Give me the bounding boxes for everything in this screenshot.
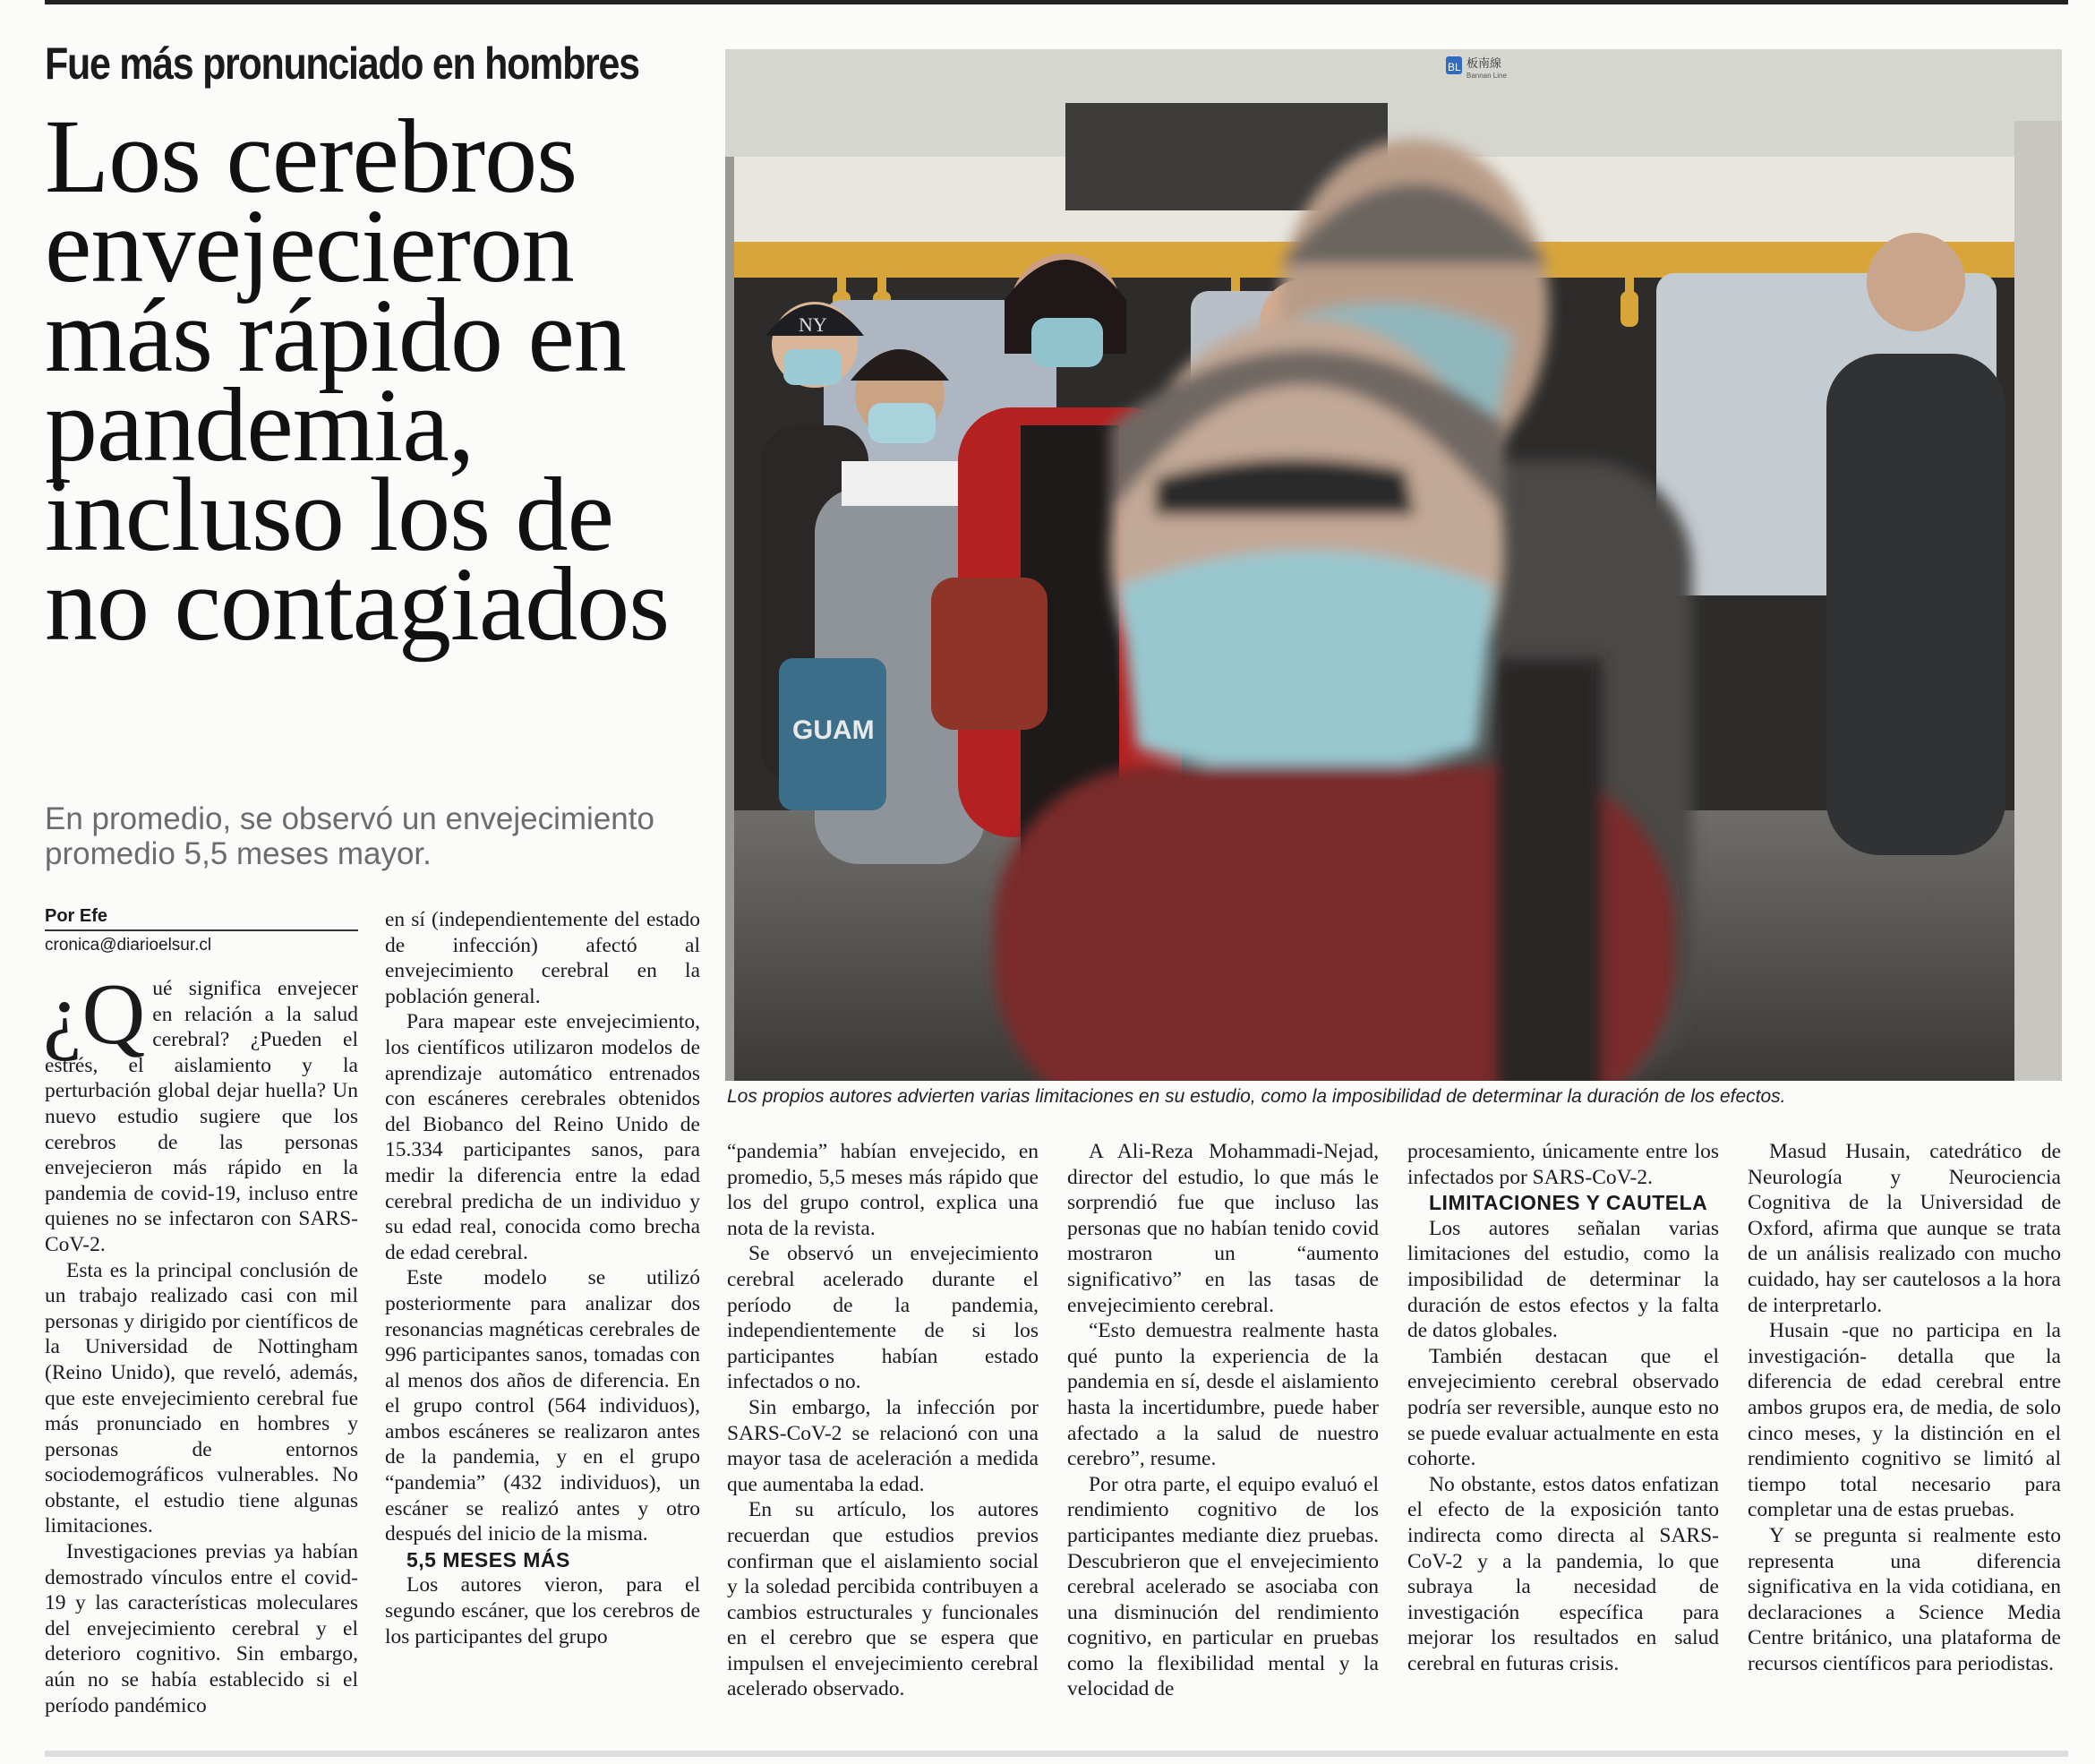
line-sign-code: BL: [1448, 61, 1461, 73]
kicker: Fue más pronunciado en hombres: [45, 39, 639, 89]
paragraph: Sin embargo, la infección por SARS-CoV-2 se relacionó con una mayor tasa de aceleración a medida que aumentaba la edad.: [727, 1395, 1039, 1496]
paragraph: Por otra parte, el equipo evaluó el rendimiento cognitivo de los participantes mediante diez pruebas. Descubrieron que el envejecimiento cerebral acelerado se asociaba con una disminución del rendimiento cognitivo, en particular en pruebas como la flexibilidad mental y la velocidad de: [1067, 1472, 1379, 1701]
paragraph: Se observó un envejecimiento cerebral acelerado durante el período de la pandemia, independientemente de si los participantes habían estado infectados o no.: [727, 1242, 1039, 1394]
cap-logo: NY: [799, 313, 827, 336]
byline-author: Por Efe: [45, 906, 358, 931]
article-column-6: [1748, 1139, 2061, 1676]
paragraph: Los autores señalan varias limitaciones del estudio, como la imposibilidad de determinar la duración de estos efectos y la falta de datos globales.: [1407, 1216, 1719, 1343]
paragraph: Husain -que no participa en la investigación- detalla que la diferencia de edad cerebral entre ambos grupos era, de media, de solo cinco meses, y la distinción en el rendimiento cognitivo se limitó al tiempo total necesario para completar una de estas pruebas.: [1748, 1319, 2061, 1522]
photo-illustration: [725, 49, 2062, 1081]
section-heading: 5,5 MESES MÁS: [406, 1547, 570, 1571]
line-sign-name-en: Bannan Line: [1466, 72, 1507, 80]
paragraph: Este modelo se utilizó posteriormente para analizar dos resonancias magnéticas cerebrales de 996 participantes sanos, tomadas con al menos dos años de diferencia. En el grupo control (564 individuos), ambos escáneres se realizaron antes de la pandemia, y en el grupo “pandemia” (432 individuos), un escáner se realizó antes y otro después del inicio de la misma.: [385, 1266, 700, 1546]
paragraph: Para mapear este envejecimiento, los científicos utilizaron modelos de aprendizaje automático entrenados con escáneres cerebrales obtenidos del Biobanco del Reino Unido de 15.334 participantes sanos, para medir la diferencia entre la edad cerebral predicha de un individuo y su edad real, conocida como brecha de edad cerebral.: [385, 1010, 700, 1264]
drop-cap: ¿Q: [43, 966, 146, 1063]
article-column-3: [727, 1139, 1039, 1702]
paragraph: “pandemia” habían envejecido, en promedio, 5,5 meses más rápido que los del grupo control, explica una nota de la revista.: [727, 1140, 1039, 1240]
top-rule: [45, 0, 2068, 4]
paragraph: Esta es la principal conclusión de un trabajo realizado casi con mil personas y dirigido por científicos de la Universidad de Nottingham (Reino Unido), que reveló, además, que este envejecimiento cerebral fue más pronunciado en hombres y personas de entornos sociodemográficos vulnerables. No obstante, el estudio tiene algunas limitaciones.: [45, 1258, 358, 1538]
bag-text: GUAM: [792, 715, 875, 745]
byline: [45, 906, 358, 955]
paragraph: En su artículo, los autores recuerdan que estudios previos confirman que el aislamiento social y la soledad percibida contribuyen a cambios estructurales y funcionales en el cerebro que se espera que impulsen el envejecimiento cerebral acelerado observado.: [727, 1498, 1039, 1701]
bottom-rule: [45, 1751, 2068, 1757]
lead-paragraph: ¿Q ué significa envejecer en relación a la salud cerebral? ¿Pueden el estrés, el aislamiento y la perturbación global dejar huella? Un nuevo estudio sugiere que los cerebros de las personas envejecieron más rápido en la pandemia de covid-19, incluso entre quienes no se infectaron con SARS-CoV-2.: [43, 966, 358, 1256]
paragraph: Investigaciones previas ya habían demostrado vínculos entre el covid-19 y las características moleculares del envejecimiento cerebral y el deterioro cognitivo. Sin embargo, aún no se había establecido si el período pandémico: [45, 1540, 358, 1717]
paragraph: Masud Husain, catedrático de Neurología y Neurociencia Cognitiva de la Universidad de Oxford, afirma que aunque se trata de un análisis realizado con mucho cuidado, hay ser cautelosos a la hora de interpretarlo.: [1748, 1140, 2061, 1317]
headline: Los cerebros envejecieron más rápido en pandemia, incluso los de no contagiados: [45, 98, 670, 663]
paragraph: También destacan que el envejecimiento cerebral observado podría ser reversible, aunque esto no se puede evaluar actualmente en esta cohorte.: [1407, 1344, 1719, 1471]
article-column-4: [1067, 1139, 1379, 1702]
article-column-5: [1407, 1139, 1719, 1676]
photo-caption: Los propios autores advierten varias limitaciones en su estudio, como la imposibilidad de determinar la duración de los efectos.: [727, 1086, 1786, 1107]
paragraph: Y se pregunta si realmente esto representa una diferencia significativa en la vida cotidiana, en declaraciones a Science Media Centre británico, una plataforma de recursos científicos para periodistas.: [1748, 1523, 2061, 1675]
paragraph: procesamiento, únicamente entre los infectados por SARS-CoV-2.: [1407, 1140, 1719, 1189]
section-heading: LIMITACIONES Y CAUTELA: [1429, 1191, 1708, 1215]
line-sign-name: 板南線: [1466, 57, 1502, 71]
paragraph: No obstante, estos datos enfatizan el efecto de la exposición tanto indirecta como directa al SARS-CoV-2 y a la pandemia, lo que subraya la necesidad de investigación específica para mejorar los resultados en salud cerebral en futuras crisis.: [1407, 1472, 1719, 1675]
article-column-2: [385, 907, 700, 1649]
byline-email: cronica@diarioelsur.cl: [45, 936, 212, 955]
paragraph: en sí (independientemente del estado de infección) afectó al envejecimiento cerebral en la población general.: [385, 908, 700, 1008]
paragraph: Los autores vieron, para el segundo escáner, que los cerebros de los participantes del grupo: [385, 1573, 700, 1648]
article-column-1: [43, 966, 358, 1718]
paragraph: “Esto demuestra realmente hasta qué punto la experiencia de la pandemia en sí, desde el aislamiento hasta la incertidumbre, puede haber afectado a la salud de nuestro cerebro”, resume.: [1067, 1319, 1379, 1471]
paragraph: A Ali-Reza Mohammadi-Nejad, director del estudio, lo que más le sorprendió fue que incluso las personas que no habían tenido covid mostraron un “aumento significativo” en las tasas de envejecimiento cerebral.: [1067, 1140, 1379, 1317]
news-photo: [725, 49, 2062, 1081]
subhead: En promedio, se observó un envejecimiento promedio 5,5 meses mayor.: [45, 801, 654, 871]
